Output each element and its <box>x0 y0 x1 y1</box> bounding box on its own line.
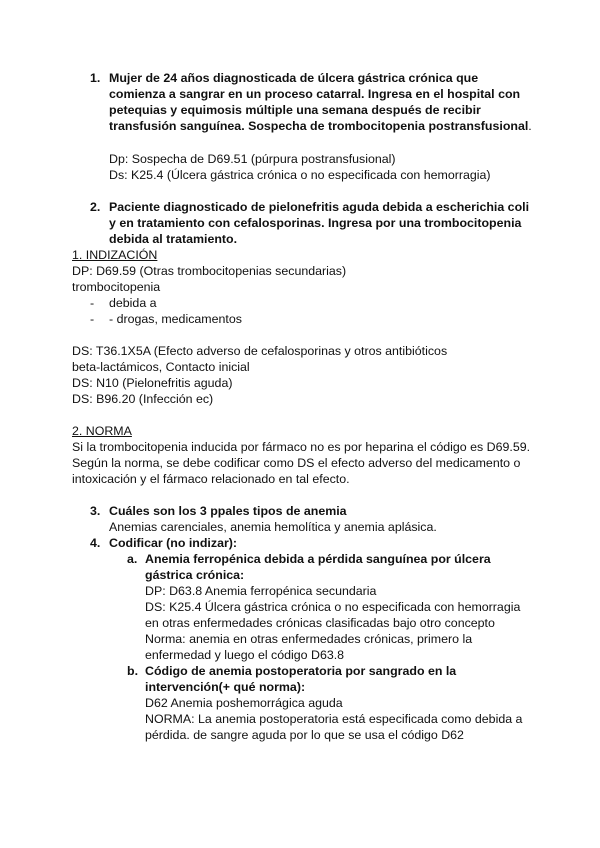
item-3-number: 3. <box>90 504 101 518</box>
item-1-code-dp: Dp: Sospecha de D69.51 (púrpura postransfusional) <box>109 152 396 166</box>
ds-line: DS: B96.20 (Infección ec) <box>72 392 214 406</box>
item-4b-letter: b. <box>127 664 139 678</box>
item-4a-body: en otras enfermedades crónicas clasificadas bajo otro concepto <box>145 616 495 630</box>
ds-line: DS: N10 (Pielonefritis aguda) <box>72 376 233 390</box>
item-4b-title: Código de anemia postoperatoria por sangrado en la <box>145 664 457 678</box>
item-4-number: 4. <box>90 536 101 550</box>
item-4b-body: NORMA: La anemia postoperatoria está especificada como debida a <box>145 712 523 726</box>
item-4a-title: gástrica crónica: <box>145 568 245 582</box>
norma-line: intoxicación y el fármaco relacionado en tal efecto. <box>72 472 350 486</box>
item-2-number: 2. <box>90 200 101 214</box>
item-1-period: . <box>528 119 532 133</box>
item-4a-body: DP: D63.8 Anemia ferropénica secundaria <box>145 584 377 598</box>
item-1-line-text: transfusión sanguínea. Sospecha de trombocitopenia postransfusional <box>109 119 529 133</box>
item-1-number: 1. <box>90 71 101 85</box>
item-4b-body: pérdida. de sangre aguda por lo que se usa el código D62 <box>145 728 464 742</box>
item-1-line-last <box>109 118 532 134</box>
bullet-item: - drogas, medicamentos <box>109 312 242 326</box>
item-1-line: Mujer de 24 años diagnosticada de úlcera gástrica crónica que <box>109 71 479 85</box>
norma-line: Según la norma, se debe codificar como DS el efecto adverso del medicamento o <box>72 456 521 470</box>
indizacion-term: trombocitopenia <box>72 280 161 294</box>
item-4b-title: intervención(+ qué norma): <box>145 680 306 694</box>
item-3-title: Cuáles son los 3 ppales tipos de anemia <box>109 504 347 518</box>
bullet-dash: - <box>90 296 95 310</box>
item-4-title: Codificar (no indizar): <box>109 536 238 550</box>
item-1-line: petequias y equimosis múltiple una semana después de recibir <box>109 103 481 117</box>
bullet-item: debida a <box>109 296 157 310</box>
ds-line: beta-lactámicos, Contacto inicial <box>72 360 250 374</box>
item-2-line: debida al tratamiento. <box>109 232 238 246</box>
bullet-dash: - <box>90 312 95 326</box>
ds-line: DS: T36.1X5A (Efecto adverso de cefalosporinas y otros antibióticos <box>72 344 448 358</box>
item-4a-body: DS: K25.4 Úlcera gástrica crónica o no especificada con hemorragia <box>145 600 521 614</box>
item-4a-body: Norma: anemia en otras enfermedades crónicas, primero la <box>145 632 473 646</box>
item-4b-body: D62 Anemia poshemorrágica aguda <box>145 696 343 710</box>
item-1-code-ds: Ds: K25.4 (Úlcera gástrica crónica o no especificada con hemorragia) <box>109 168 491 182</box>
item-2-line: Paciente diagnosticado de pielonefritis aguda debida a escherichia coli <box>109 200 530 214</box>
norma-line: Si la trombocitopenia inducida por fármaco no es por heparina el código es D69.59. <box>72 440 531 454</box>
item-4a-letter: a. <box>127 552 138 566</box>
norma-heading: 2. NORMA <box>72 424 132 438</box>
item-3-answer: Anemias carenciales, anemia hemolítica y anemia aplásica. <box>109 520 437 534</box>
item-4a-body: enfermedad y luego el código D63.8 <box>145 648 345 662</box>
item-4a-title: Anemia ferropénica debida a pérdida sanguínea por úlcera <box>145 552 491 566</box>
item-1-line: comienza a sangrar en un proceso catarral. Ingresa en el hospital con <box>109 87 521 101</box>
indizacion-heading: 1. INDIZACIÓN <box>72 248 158 262</box>
indizacion-dp: DP: D69.59 (Otras trombocitopenias secundarias) <box>72 264 347 278</box>
item-2-line: y en tratamiento con cefalosporinas. Ingresa por una trombocitopenia <box>109 216 522 230</box>
